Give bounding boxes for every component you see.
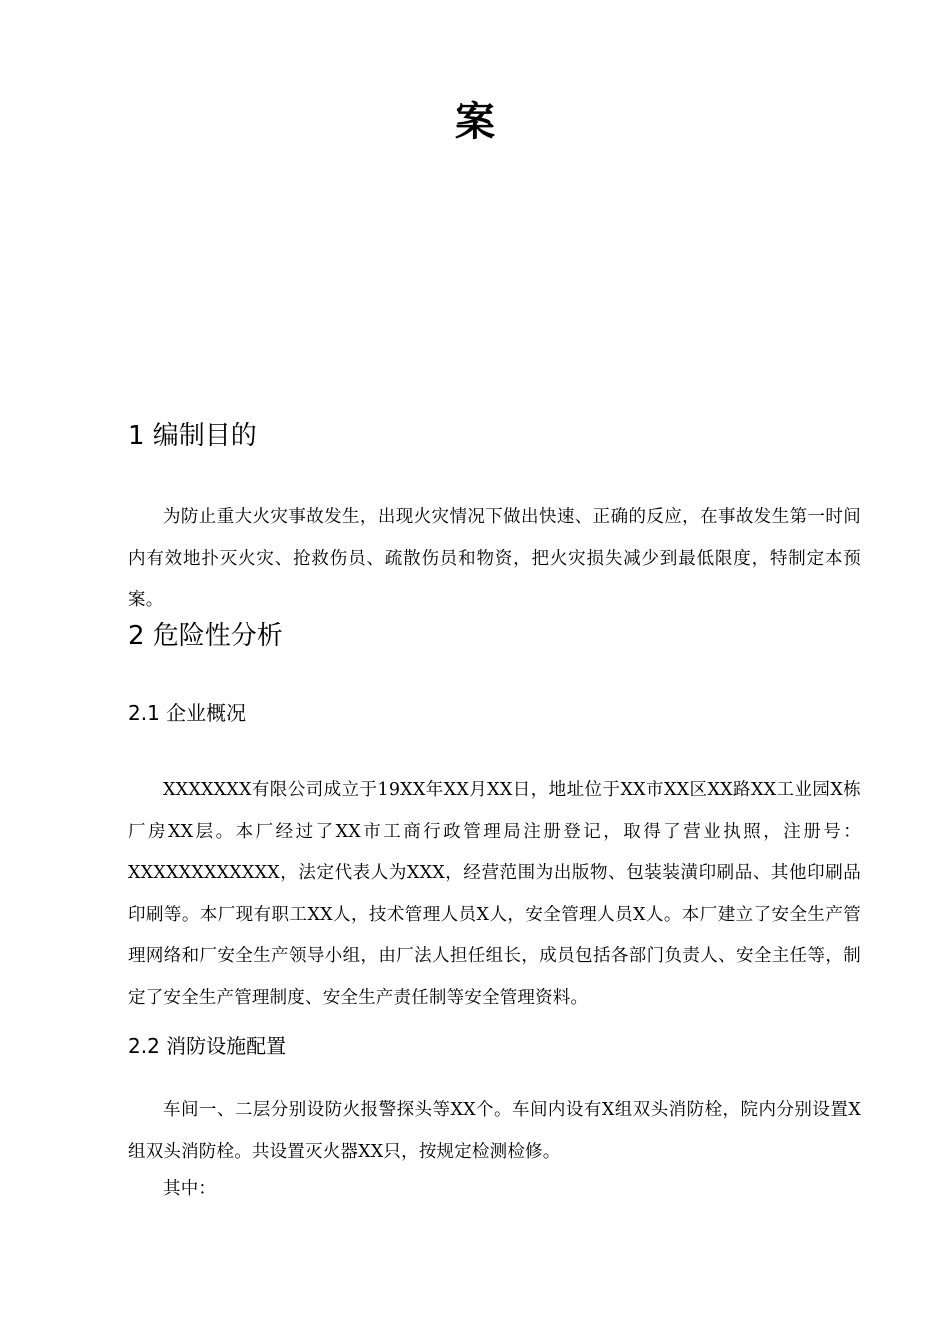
document-title: 案 [455,99,495,145]
paragraph-company-overview: XXXXXXX有限公司成立于19XX年XX月XX日，地址位于XX市XX区XX路XX工业园X栋厂房XX层。本厂经过了XX市工商行政管理局注册登记，取得了营业执照，注册号：XXXXXXXXXXXX，法定代表人为XXX，经营范围为出版物、包装装潢印刷品、其他印刷品印刷等。本厂现有职工XX人，技术管理人员X人，安全管理人员X人。本厂建立了安全生产管理网络和厂安全生产领导小组，由厂法人担任组长，成员包括各部门负责人、安全主任等，制定了安全生产管理制度、安全生产责任制等安全管理资料。 [128,780,861,1008]
section-heading-purpose: 1 编制目的 [128,421,257,451]
subsection-heading-fire-facilities: 2.2 消防设施配置 [128,1034,287,1058]
paragraph-among-them: 其中： [163,1179,217,1199]
subsection-heading-company-overview: 2.1 企业概况 [128,701,247,725]
paragraph-fire-facilities: 车间一、二层分别设防火报警探头等XX个。车间内设有X组双头消防栓，院内分别设置X组双头消防栓。共设置灭火器XX只，按规定检测检修。 [128,1100,861,1162]
section-heading-risk-analysis: 2 危险性分析 [128,621,283,651]
paragraph-purpose: 为防止重大火灾事故发生，出现火灾情况下做出快速、正确的反应，在事故发生第一时间内有效地扑灭火灾、抢救伤员、疏散伤员和物资，把火灾损失减少到最低限度，特制定本预案。 [128,507,861,610]
